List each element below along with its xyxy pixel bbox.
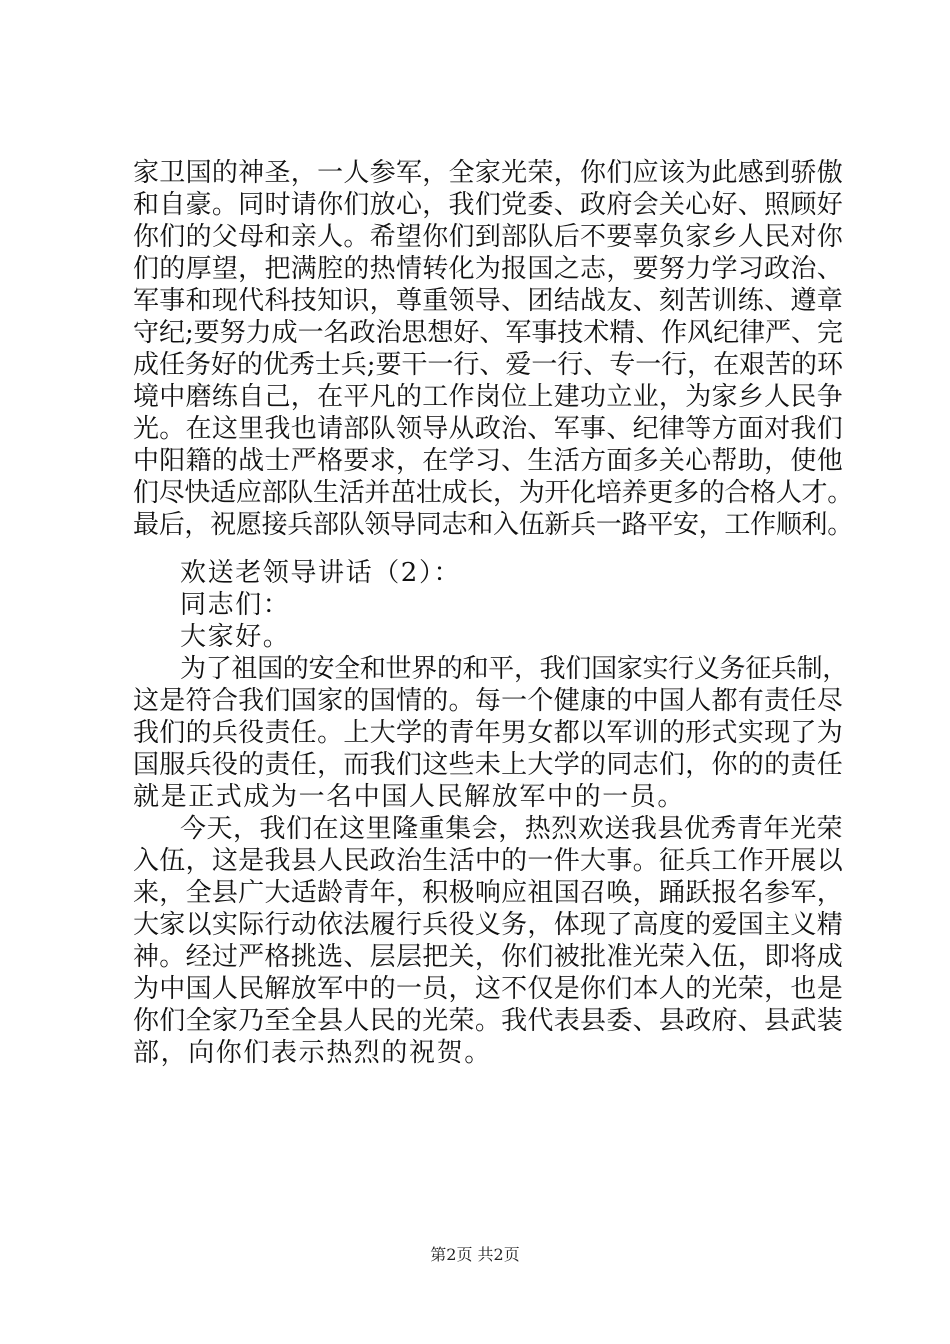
salutation: 同志们： bbox=[180, 590, 291, 620]
paragraph-line: 你们全家乃至全县人民的光荣。我代表县委、县政府、县武装 bbox=[133, 1006, 843, 1036]
paragraph-line: 来，全县广大适龄青年，积极响应祖国召唤，踊跃报名参军， bbox=[133, 878, 843, 908]
paragraph-line: 今天，我们在这里隆重集会，热烈欢送我县优秀青年光荣 bbox=[180, 814, 843, 844]
paragraph-line: 们的厚望，把满腔的热情转化为报国之志，要努力学习政治、 bbox=[133, 254, 843, 284]
paragraph-line: 神。经过严格挑选、层层把关，你们被批准光荣入伍，即将成 bbox=[133, 942, 843, 972]
paragraph-line: 和自豪。同时请你们放心，我们党委、政府会关心好、照顾好 bbox=[133, 190, 843, 220]
greeting: 大家好。 bbox=[180, 622, 291, 652]
paragraph-line: 入伍，这是我县人民政治生活中的一件大事。征兵工作开展以 bbox=[133, 846, 843, 876]
paragraph-line: 中阳籍的战士严格要求，在学习、生活方面多关心帮助，使他 bbox=[133, 446, 843, 476]
paragraph-line: 为了祖国的安全和世界的和平，我们国家实行义务征兵制， bbox=[180, 654, 848, 684]
paragraph-line: 最后，祝愿接兵部队领导同志和入伍新兵一路平安，工作顺利。 bbox=[133, 510, 853, 540]
section-title: 欢送老领导讲话（2）： bbox=[180, 558, 462, 588]
paragraph-line: 你们的父母和亲人。希望你们到部队后不要辜负家乡人民对你 bbox=[133, 222, 843, 252]
paragraph-line: 光。在这里我也请部队领导从政治、军事、纪律等方面对我们 bbox=[133, 414, 843, 444]
paragraph-line: 大家以实际行动依法履行兵役义务，体现了高度的爱国主义精 bbox=[133, 910, 843, 940]
page-number: 第2页 共2页 bbox=[430, 1245, 520, 1264]
paragraph-line: 成任务好的优秀士兵;要干一行、爱一行、专一行，在艰苦的环 bbox=[133, 350, 843, 380]
paragraph-line: 军事和现代科技知识，尊重领导、团结战友、刻苦训练、遵章 bbox=[133, 286, 843, 316]
paragraph-line: 们尽快适应部队生活并茁壮成长，为开化培养更多的合格人才。 bbox=[133, 478, 853, 508]
paragraph-line: 境中磨练自己，在平凡的工作岗位上建功立业，为家乡人民争 bbox=[133, 382, 843, 412]
paragraph-line: 这是符合我们国家的国情的。每一个健康的中国人都有责任尽 bbox=[133, 686, 843, 716]
paragraph-line: 部，向你们表示热烈的祝贺。 bbox=[133, 1038, 492, 1068]
paragraph-line: 就是正式成为一名中国人民解放军中的一员。 bbox=[133, 782, 686, 812]
paragraph-line: 守纪;要努力成一名政治思想好、军事技术精、作风纪律严、完 bbox=[133, 318, 843, 348]
paragraph-line: 国服兵役的责任，而我们这些未上大学的同志们，你的的责任 bbox=[133, 750, 843, 780]
paragraph-line: 家卫国的神圣，一人参军，全家光荣，你们应该为此感到骄傲 bbox=[133, 158, 843, 188]
paragraph-line: 为中国人民解放军中的一员，这不仅是你们本人的光荣，也是 bbox=[133, 974, 843, 1004]
paragraph-line: 我们的兵役责任。上大学的青年男女都以军训的形式实现了为 bbox=[133, 718, 843, 748]
